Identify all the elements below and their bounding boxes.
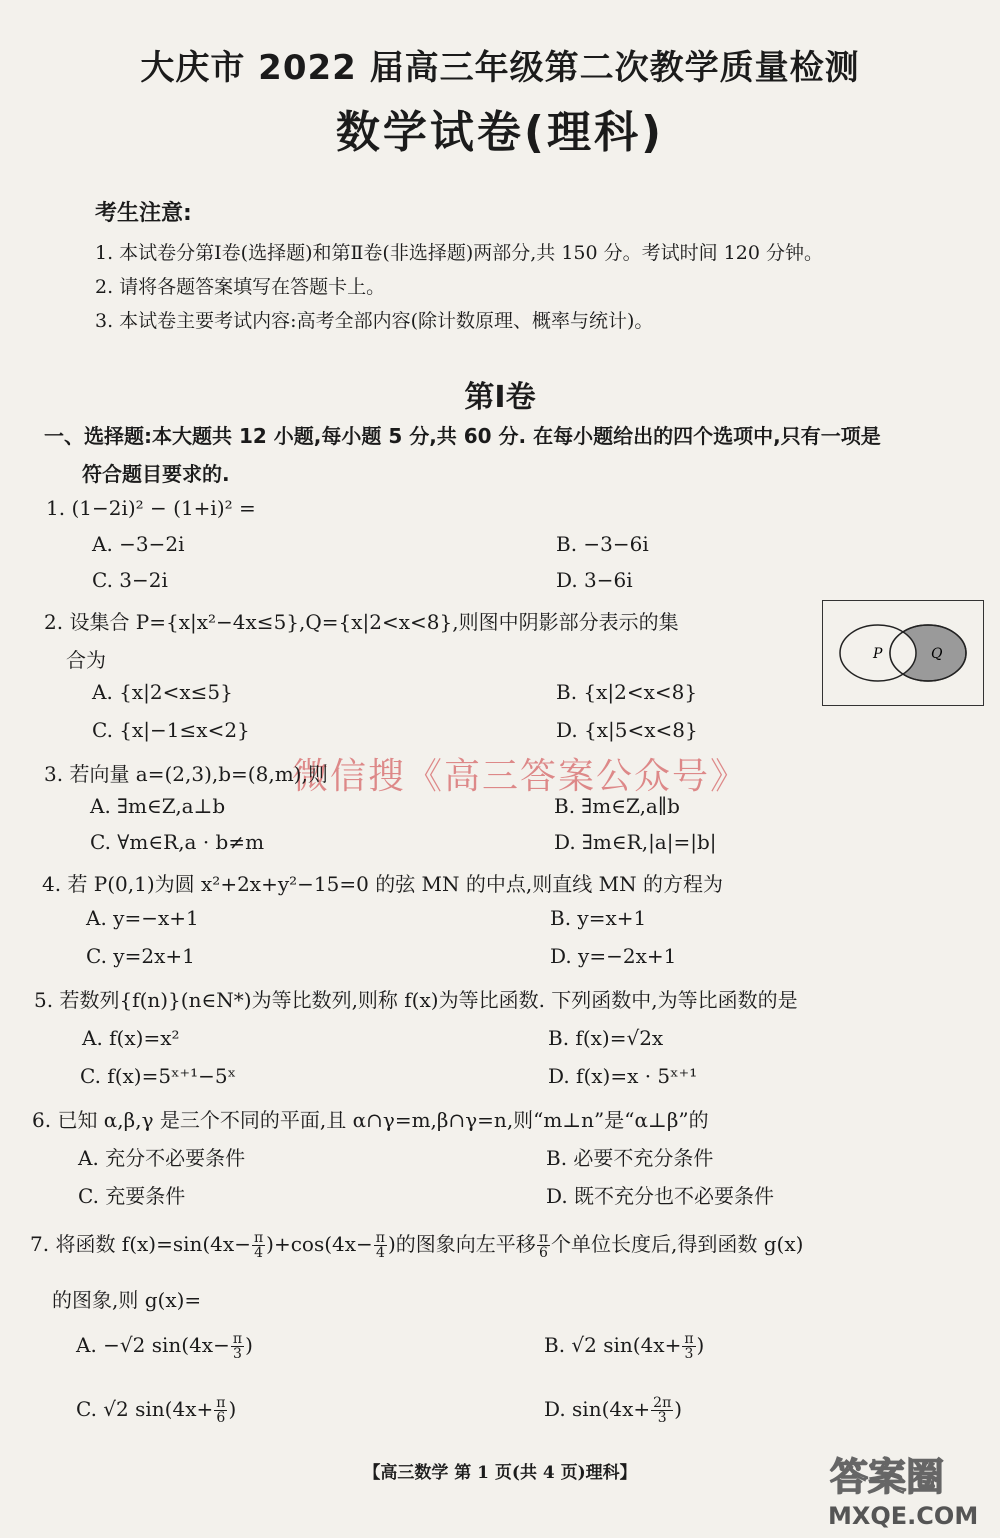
fraction: $\frac{\pi}{6}$ <box>538 1230 549 1261</box>
fraction: $\frac{\pi}{6}$ <box>216 1395 226 1426</box>
q4-option-d: D. y=−2x+1 <box>550 944 677 968</box>
q2-option-a: A. {x|2<x≤5} <box>92 680 233 704</box>
q5-option-c: C. f(x)=5ˣ⁺¹−5ˣ <box>80 1064 237 1088</box>
q1-option-b: B. −3−6i <box>556 532 649 556</box>
question-6-stem: 6. 已知 α,β,γ 是三个不同的平面,且 α∩γ=m,β∩γ=n,则“m⊥n”是“α⊥β”的 <box>32 1108 709 1132</box>
q4-option-c: C. y=2x+1 <box>86 944 195 968</box>
q5-option-d: D. f(x)=x · 5ˣ⁺¹ <box>548 1064 698 1088</box>
question-1-stem: 1. (1−2i)² − (1+i)² = <box>46 496 256 520</box>
venn-svg <box>823 601 983 705</box>
venn-diagram <box>822 600 984 706</box>
question-2-stem-cont: 合为 <box>66 648 106 672</box>
q2-option-c: C. {x|−1≤x<2} <box>92 718 250 742</box>
watermark-logo <box>820 1440 990 1532</box>
q2-option-b: B. {x|2<x<8} <box>556 680 698 704</box>
page-footer: 【高三数学 第 1 页(共 4 页)理科】 <box>363 1463 637 1483</box>
question-4-stem: 4. 若 P(0,1)为圆 x²+2x+y²−15=0 的弦 MN 的中点,则直线 MN 的方程为 <box>42 872 723 896</box>
q7-option-d: D. sin(4x+ $\frac{2\pi}{3}$ ) <box>544 1395 683 1426</box>
q6-option-a: A. 充分不必要条件 <box>78 1146 246 1170</box>
section-instruction-cont: 符合题目要求的. <box>82 462 230 486</box>
section-title: 第Ⅰ卷 <box>464 380 536 415</box>
notice-item: 3. 本试卷主要考试内容:高考全部内容(除计数原理、概率与统计)。 <box>95 310 654 332</box>
q5-option-b: B. f(x)=√2x <box>548 1026 664 1050</box>
q3-option-a: A. ∃m∈Z,a⊥b <box>90 794 226 818</box>
question-2-stem: 2. 设集合 P={x|x²−4x≤5},Q={x|2<x<8},则图中阴影部分表示的集 <box>44 610 679 634</box>
notice-heading: 考生注意: <box>95 201 192 226</box>
q1-option-a: A. −3−2i <box>92 532 185 556</box>
q1-option-d: D. 3−6i <box>556 568 633 592</box>
question-3-stem: 3. 若向量 a=(2,3),b=(8,m),则 <box>44 762 328 786</box>
question-7-stem-cont: 的图象,则 g(x)= <box>52 1288 202 1312</box>
q6-option-b: B. 必要不充分条件 <box>546 1146 714 1170</box>
venn-label-p: P <box>873 646 883 662</box>
question-7-stem: 7. 将函数 f(x)=sin(4x− $\frac{\pi}{4}$ )+cos(4x− $\frac{\pi}{4}$ )的图象向左平移 $\frac{\pi}{6}$ 个单位长度后,得到函数 g(x) <box>30 1230 804 1261</box>
q2-option-d: D. {x|5<x<8} <box>556 718 698 742</box>
q7-option-b: B. √2 sin(4x+ $\frac{\pi}{3}$ ) <box>544 1331 705 1362</box>
q6-option-d: D. 既不充分也不必要条件 <box>546 1184 775 1208</box>
q3-option-c: C. ∀m∈R,a · b≠m <box>90 830 265 854</box>
q6-option-c: C. 充要条件 <box>78 1184 186 1208</box>
q1-option-c: C. 3−2i <box>92 568 168 592</box>
fraction: $\frac{\pi}{3}$ <box>232 1331 243 1362</box>
watermark-text: 微信搜《高三答案公众号》 <box>292 756 749 797</box>
q3-option-b: B. ∃m∈Z,a∥b <box>554 794 680 818</box>
q5-option-a: A. f(x)=x² <box>82 1026 180 1050</box>
logo-svg <box>820 1440 990 1532</box>
q4-option-a: A. y=−x+1 <box>86 906 199 930</box>
q4-option-b: B. y=x+1 <box>550 906 647 930</box>
q3-option-d: D. ∃m∈R,|a|=|b| <box>554 830 717 854</box>
q7-option-c: C. √2 sin(4x+ $\frac{\pi}{6}$ ) <box>76 1395 237 1426</box>
fraction: $\frac{\pi}{4}$ <box>253 1230 264 1261</box>
q7-option-a: A. −√2 sin(4x− $\frac{\pi}{3}$ ) <box>76 1331 253 1362</box>
section-instruction: 一、选择题:本大题共 12 小题,每小题 5 分,共 60 分. 在每小题给出的四个选项中,只有一项是 <box>44 424 881 448</box>
fraction: $\frac{2\pi}{3}$ <box>653 1395 672 1426</box>
exam-title: 大庆市 2022 届高三年级第二次教学质量检测 <box>140 48 860 88</box>
exam-subtitle: 数学试卷(理科) <box>335 107 665 158</box>
notice-item: 2. 请将各题答案填写在答题卡上。 <box>95 276 386 298</box>
question-5-stem: 5. 若数列{f(n)}(n∈N*)为等比数列,则称 f(x)为等比函数. 下列函数中,为等比函数的是 <box>34 988 798 1012</box>
logo-text: 答案圈 <box>830 1455 945 1499</box>
fraction: $\frac{\pi}{3}$ <box>684 1331 694 1362</box>
venn-label-q: Q <box>931 646 943 662</box>
notice-item: 1. 本试卷分第Ⅰ卷(选择题)和第Ⅱ卷(非选择题)两部分,共 150 分。考试时间 120 分钟。 <box>95 242 823 264</box>
logo-url: MXQE.COM <box>828 1502 979 1530</box>
fraction: $\frac{\pi}{4}$ <box>375 1230 385 1261</box>
